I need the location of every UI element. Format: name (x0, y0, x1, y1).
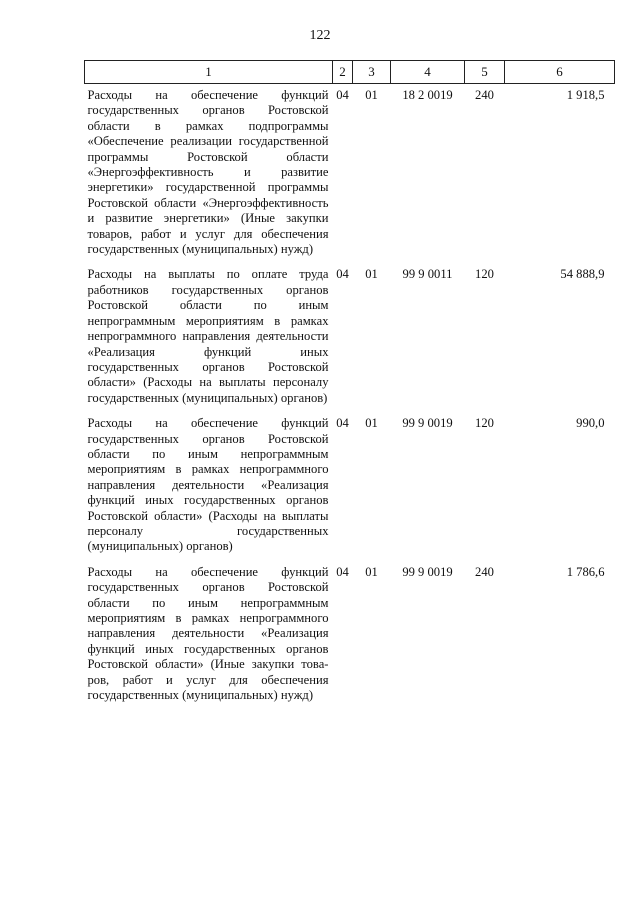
row-amount: 990,0 (576, 416, 605, 431)
row-subsection-code: 01 (365, 564, 378, 579)
row-section-code: 04 (336, 564, 349, 579)
row-section-code: 04 (336, 267, 349, 282)
row-description: Расходы на обеспечение функций государственных органов Ростовской области по иным непрограммным мероприятиям в рамках непрограммного направления деятельности «Реализация функций иных государственных органов Ростовской области» (Иные закупки товаров, работ и услуг для обеспечения государственных (муниципальных) нужд) (87, 564, 329, 703)
row-description: Расходы на обеспечение функций государственных органов Ростовской области в рамках подпрограммы «Обеспечение реализации государственной программы Ростовской области «Энергоэффективность и развитие энергетики» государственной программы Ростовской области «Энергоэффективность и развитие энергетики» (Иные закупки товаров, работ и услуг для обеспечения государственных (муниципальных) нужд) (87, 88, 329, 257)
row-description: Расходы на выплаты по оплате труда работников государственных органов Ростовской области по иным непрограммным мероприятиям в рамках непрограммного направления деятельности «Реализация функций иных государственных органов Ростовской области» (Расходы на выплаты персоналу государственных (муниципальных) органов) (87, 267, 329, 405)
column-header-2: 2 (333, 61, 353, 84)
table-header-row (85, 61, 615, 84)
row-target-article: 99 9 0019 (402, 416, 453, 431)
column-header-3: 3 (353, 61, 391, 84)
row-amount: 54 888,9 (560, 267, 605, 282)
row-expense-type: 120 (475, 416, 494, 431)
table-row (85, 263, 615, 412)
row-target-article: 18 2 0019 (402, 88, 453, 102)
table-row (85, 561, 615, 710)
row-section-code: 04 (336, 88, 349, 102)
row-description: Расходы на обеспечение функций государственных органов Ростовской области по иным непрограммным мероприятиям в рамках непрограммного направления деятельности «Реализация функций иных государственных органов Ростовской области» (Расходы на выплаты персоналу государственных (муниципальных) органов) (87, 416, 329, 554)
row-expense-type: 240 (475, 88, 494, 102)
budget-table (84, 60, 615, 709)
column-header-1: 1 (85, 61, 333, 84)
row-expense-type: 240 (475, 564, 494, 579)
budget-table-container (84, 60, 614, 709)
row-expense-type: 120 (475, 267, 494, 282)
column-header-5: 5 (465, 61, 505, 84)
table-row (85, 84, 615, 264)
row-target-article: 99 9 0011 (402, 267, 453, 282)
page-number: 122 (309, 28, 331, 43)
row-amount: 1 918,5 (566, 88, 605, 102)
column-header-6: 6 (505, 61, 615, 84)
column-header-4: 4 (391, 61, 465, 84)
row-target-article: 99 9 0019 (402, 564, 453, 579)
row-amount: 1 786,6 (566, 564, 605, 579)
row-subsection-code: 01 (365, 416, 378, 431)
row-section-code: 04 (336, 416, 349, 431)
table-row (85, 412, 615, 561)
row-subsection-code: 01 (365, 267, 378, 282)
row-subsection-code: 01 (365, 88, 378, 102)
